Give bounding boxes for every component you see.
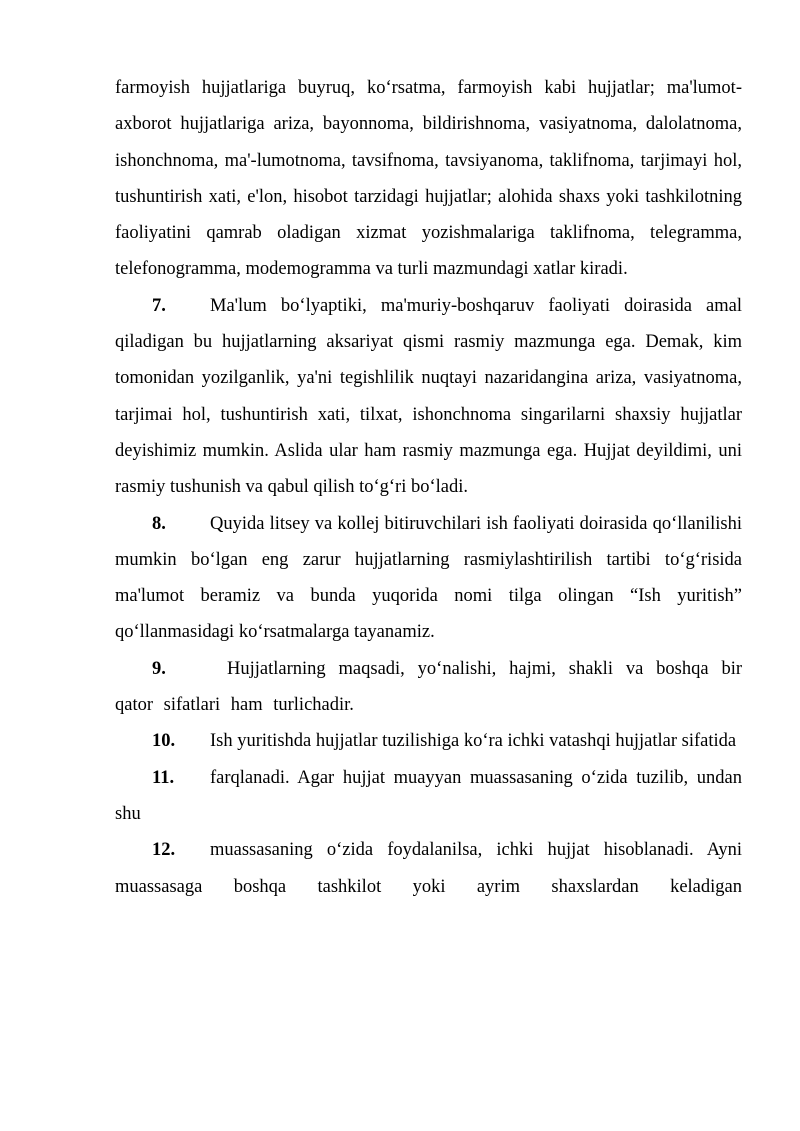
paragraph-number: 12. — [152, 840, 176, 861]
paragraph-text: farqlanadi. Agar hujjat muayyan muassasaning o‘zida tuzilib, undan shu — [115, 767, 742, 824]
paragraph-text: farmoyish hujjatlariga buyruq, ko‘rsatma, farmoyish kabi hujjatlar; ma'lumot-axborot hujjatlariga ariza, bayonnoma, bildirishnoma, vasiyatnoma, dalolatnoma, ishonchnoma, ma'-lumotnoma, tavsifnoma, tavsiyanoma, taklifnoma, tarjimayi hol, tushuntirish xati, e'lon, hisobot tarzidagi hujjatlar; alohida shaxs yoki tashkilotning faoliyatini qamrab oladigan xizmat yozishmalariga taklifnoma, telegramma, telefonogramma, modemogramma va turli mazmundagi xatlar kiradi. — [115, 78, 742, 280]
paragraph-9 — [115, 651, 742, 724]
paragraph-number: 8. — [152, 513, 166, 534]
paragraph-10 — [115, 723, 742, 759]
paragraph-text: muassasaning o‘zida foydalanilsa, ichki hujjat hisoblanadi. Ayni muassasaga boshqa tashkilot yoki ayrim shaxslardan keladigan — [115, 840, 742, 897]
paragraph-number: 7. — [152, 295, 166, 316]
paragraph-text: Ish yuritishda hujjatlar tuzilishiga ko‘ra ichki vatashqi hujjatlar sifatida — [210, 731, 737, 752]
paragraph-text: Ma'lum bo‘lyaptiki, ma'muriy-boshqaruv faoliyati doirasida amal qiladigan bu hujjatlarning aksariyat qismi rasmiy mazmunga ega. Demak, kim tomonidan yozilganlik, ya'ni tegishlilik nuqtayi nazaridangina ariza, vasiyatnoma, tarjimai hol, tushuntirish xati, tilxat, ishonchnoma singarilarni shaxsiy hujjatlar deyishimiz mumkin. Aslida ular ham rasmiy mazmunga ega. Hujjat deyildimi, uni rasmiy tushunish va qabul qilish to‘g‘ri bo‘ladi. — [115, 295, 742, 498]
document-page — [115, 70, 742, 905]
paragraph-12 — [115, 832, 742, 905]
paragraph-number: 11. — [152, 767, 175, 788]
paragraph-intro — [115, 70, 742, 288]
paragraph-number: 9. — [152, 658, 166, 679]
paragraph-text: Hujjatlarning maqsadi, yo‘nalishi, hajmi, shakli va boshqa bir qator sifatlari ham turlichadir. — [115, 658, 742, 716]
paragraph-text: Quyida litsey va kollej bitiruvchilari ish faoliyati doirasida qo‘llanilishi mumkin bo‘lgan eng zarur hujjatlarning rasmiylashtirilish tartibi to‘g‘risida ma'lumot beramiz va bunda yuqorida nomi tilga olingan “Ish yuritish” qo‘llanmasidagi ko‘rsatmalarga tayanamiz. — [115, 513, 742, 643]
paragraph-11 — [115, 760, 742, 833]
paragraph-8 — [115, 506, 742, 651]
paragraph-number: 10. — [152, 731, 176, 752]
paragraph-7 — [115, 288, 742, 506]
